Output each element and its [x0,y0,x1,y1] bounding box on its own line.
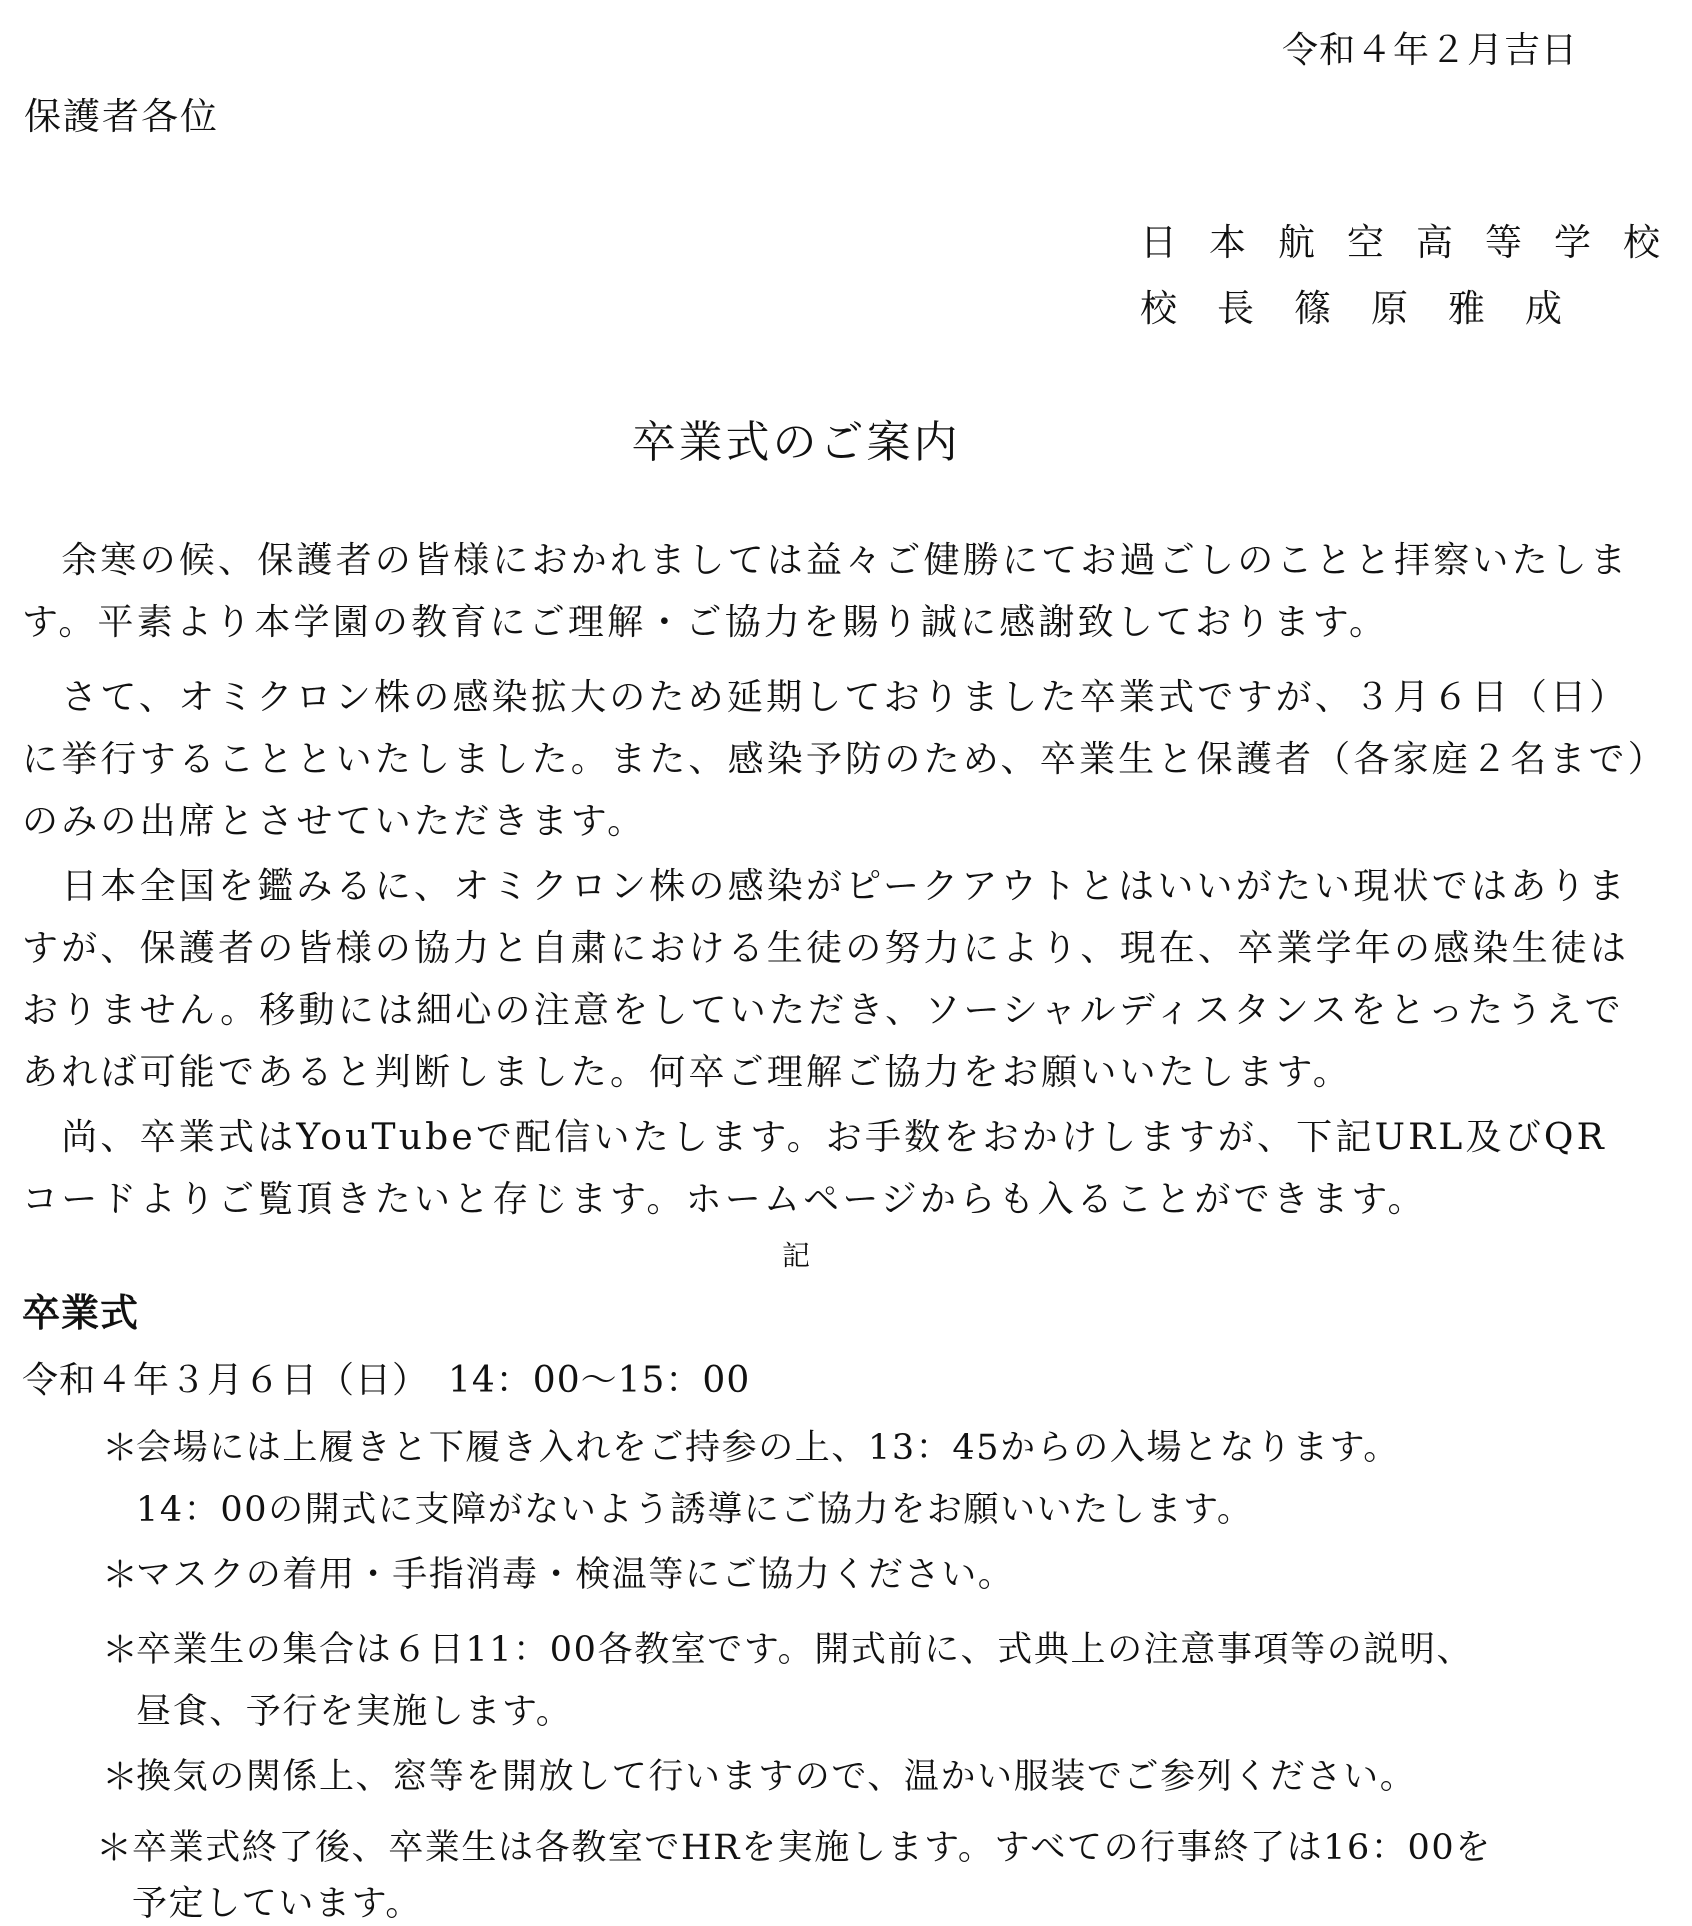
body-line: おりません。移動には細心の注意をしていただき、ソーシャルディスタンスをとったうえで [22,990,1624,1031]
ceremony-datetime: 令和４年３月６日（日） 14：00〜15：00 [22,1360,751,1401]
body-line: のみの出席とさせていただきます。 [22,801,647,842]
section-heading: 卒業式 [22,1291,140,1335]
body-line: 日本全国を鑑みるに、オミクロン株の感染がピークアウトとはいいがたい現状ではありま [22,866,1628,907]
body-line: す。平素より本学園の教育にご理解・ご協力を賜り誠に感謝致しております。 [22,602,1389,643]
note-line: 卒業式終了後、卒業生は各教室でHRを実施します。すべての行事終了は16：00を [132,1828,1492,1868]
body-line: すが、保護者の皆様の協力と自粛における生徒の努力により、現在、卒業学年の感染生徒は [22,928,1630,969]
bullet-mark: ＊ [102,1555,139,1596]
body-line: さて、オミクロン株の感染拡大のため延期しておりました卒業式ですが、３月６日（日） [22,677,1629,718]
addressee: 保護者各位 [24,95,219,138]
document-title: 卒業式のご案内 [631,417,961,468]
body-line: 余寒の候、保護者の皆様におかれましては益々ご健勝にてお過ごしのことと拝察いたしま [22,540,1630,581]
body-line: コードよりご覧頂きたいと存じます。ホームページからも入ることができます。 [22,1179,1427,1220]
note-line: 昼食、予行を実施します。 [136,1692,573,1732]
note-line: マスクの着用・手指消毒・検温等にご協力ください。 [136,1555,1015,1595]
note-line: 会場には上履きと下履き入れをご持参の上、13：45からの入場となります。 [136,1428,1400,1468]
note-line: 14：00の開式に支障がないよう誘導にご協力をお願いいたします。 [136,1490,1254,1530]
body-line: に挙行することといたしました。また、感染予防のため、卒業生と保護者（各家庭２名まで） [22,739,1667,780]
note-line: 卒業生の集合は６日11：00各教室です。開式前に、式典上の注意事項等の説明、 [136,1630,1474,1670]
bullet-mark: ＊ [102,1630,139,1671]
ki-mark: 記 [781,1239,810,1272]
note-line: 予定しています。 [132,1884,423,1924]
note-line: 換気の関係上、窓等を開放して行いますので、温かい服装でご参列ください。 [136,1757,1417,1797]
school-name: 日本航空高等学校 [1140,221,1692,264]
body-line: 尚、卒業式はYouTubeで配信いたします。お手数をおかけしますが、下記URL及びQR [22,1117,1607,1158]
issue-date: 令和４年２月吉日 [1281,30,1578,71]
body-line: あれば可能であると判断しました。何卒ご理解ご協力をお願いいたします。 [22,1052,1352,1093]
bullet-mark: ＊ [96,1828,133,1869]
bullet-mark: ＊ [102,1428,139,1469]
principal-name: 校長篠原雅成 [1140,287,1602,330]
bullet-mark: ＊ [102,1757,139,1798]
